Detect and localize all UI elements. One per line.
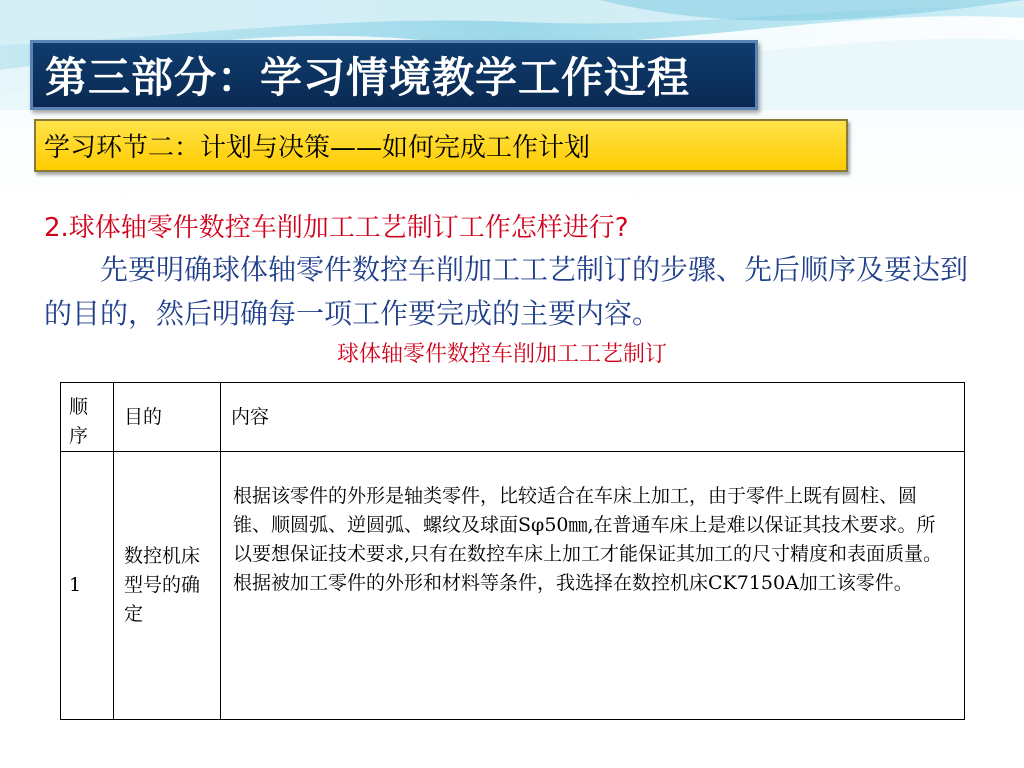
slide-title-box — [30, 40, 758, 110]
question-heading: 2.球体轴零件数控车削加工工艺制订工作怎样进行? — [44, 213, 629, 243]
row-seq-cell: 1 — [61, 452, 114, 720]
header-content: 内容 — [221, 383, 965, 452]
slide-subtitle-box — [34, 119, 848, 172]
header-seq: 顺序 — [61, 383, 114, 452]
table-header-row — [61, 383, 965, 452]
row-content-cell: 根据该零件的外形是轴类零件，比较适合在车床上加工，由于零件上既有圆柱、圆锥、顺圆弧、逆圆弧、螺纹及球面Sφ50㎜,在普通车床上是难以保证其技术要求。所以要想保证技术要求,只有在数控车床上加工才能保证其加工的尺寸精度和表面质量。根据被加工零件的外形和材料等条件，我选择在数控机床CK7150A加工该零件。 — [221, 452, 965, 720]
slide-title: 第三部分：学习情境教学工作过程 — [45, 53, 691, 102]
header-goal: 目的 — [114, 383, 221, 452]
table-caption: 球体轴零件数控车削加工工艺制订 — [336, 342, 667, 367]
slide-subtitle: 学习环节二：计划与决策——如何完成工作计划 — [44, 133, 591, 163]
process-table — [60, 382, 965, 720]
row-goal-cell: 数控机床型号的确定 — [114, 452, 221, 720]
table-row — [61, 452, 965, 720]
intro-paragraph: 先要明确球体轴零件数控车削加工工艺制订的步骤、先后顺序及要达到的目的，然后明确每一项工作要完成的主要内容。 — [44, 253, 969, 330]
